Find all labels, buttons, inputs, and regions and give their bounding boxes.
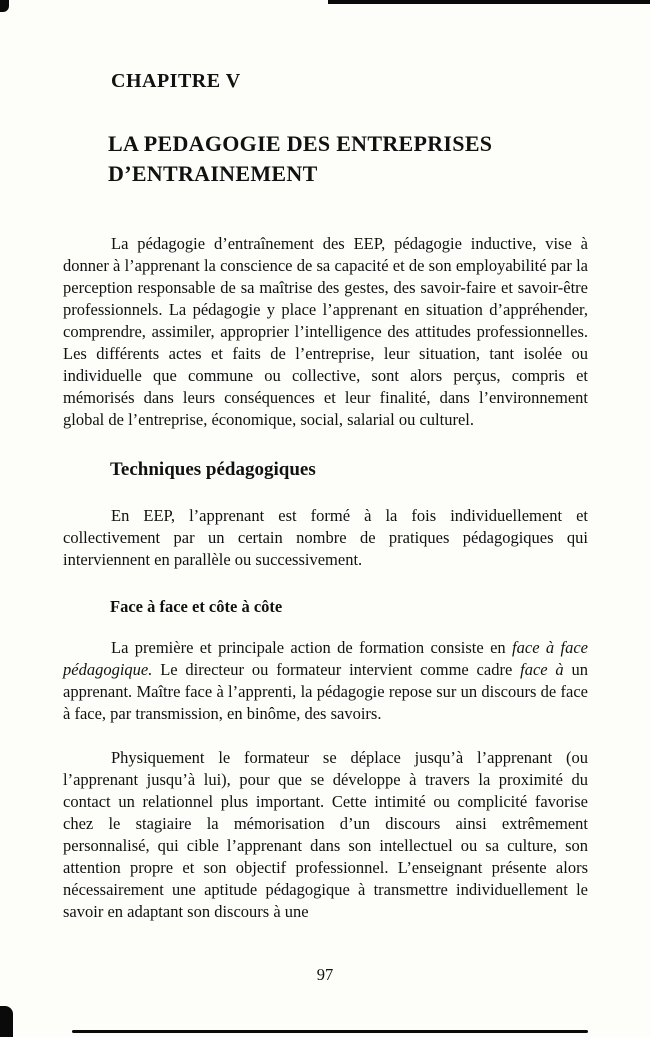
text-segment: Le directeur ou formateur intervient comme cadre [152,660,521,679]
paragraph-physiquement: Physiquement le formateur se déplace jusqu’à l’apprenant (ou l’apprenant jusqu’à lui), pour que se développe à travers la proximité du contact un relationnel plus important. Cette intimité ou complicité favorise chez le stagiaire la mémorisation d’un discours ainsi extrêmement personnalisé, qui cible l’apprenant dans son intellectuel ou sa culture, son attention propre et son objectif professionnel. L’enseignant présente alors nécessairement une aptitude pédagogique à transmettre individuellement le savoir en adaptant son discours à une [63,748,588,921]
text-segment: un apprenant. Maître face à l’apprenti, la pédagogie repose sur un discours de face à face, par transmission, en binôme, des savoirs. [63,660,589,723]
scan-artifact-top-edge [328,0,650,4]
chapter-label: CHAPITRE V [111,70,241,92]
paragraph-face-a-face [63,637,588,725]
section-heading-techniques: Techniques pédagogiques [110,459,316,480]
paragraph-intro: La pédagogie d’entraînement des EEP, pédagogie inductive, vise à donner à l’apprenant la conscience de sa capacité et de son employabilité par la perception responsable de sa maîtrise des gestes, des savoir-faire et savoir-être professionnels. La pédagogie y place l’apprenant en situation d’appréhender, comprendre, assimiler, approprier l’intelligence des attitudes professionnelles. Les différents actes et faits de l’entreprise, leur situation, tant isolée ou individuelle que commune ou collective, sont alors perçus, compris et mémorisés dans leurs conséquences et leur finalité, dans l’environnement global de l’entreprise, économique, social, salarial ou culturel. [63,234,588,429]
text-segment: La première et principale action de formation consiste en [111,638,513,657]
scan-artifact-bottom-left [0,1006,13,1037]
text-segment-italic: face à [520,660,564,679]
page-number: 97 [316,965,334,984]
book-title [108,129,588,189]
scan-artifact-top-left [0,0,9,12]
title-line-2: D’ENTRAINEMENT [108,161,318,186]
scan-artifact-bottom-edge [72,1030,588,1033]
title-line-1: LA PEDAGOGIE DES ENTREPRISES [108,131,493,156]
subsection-heading-face-a-face: Face à face et côte à côte [110,597,283,616]
paragraph-eep: En EEP, l’apprenant est formé à la fois individuellement et collectivement par un certain nombre de pratiques pédagogiques qui interviennent en parallèle ou successivement. [63,506,588,569]
text-segment-italic: face à face pédagogique. [63,638,589,679]
